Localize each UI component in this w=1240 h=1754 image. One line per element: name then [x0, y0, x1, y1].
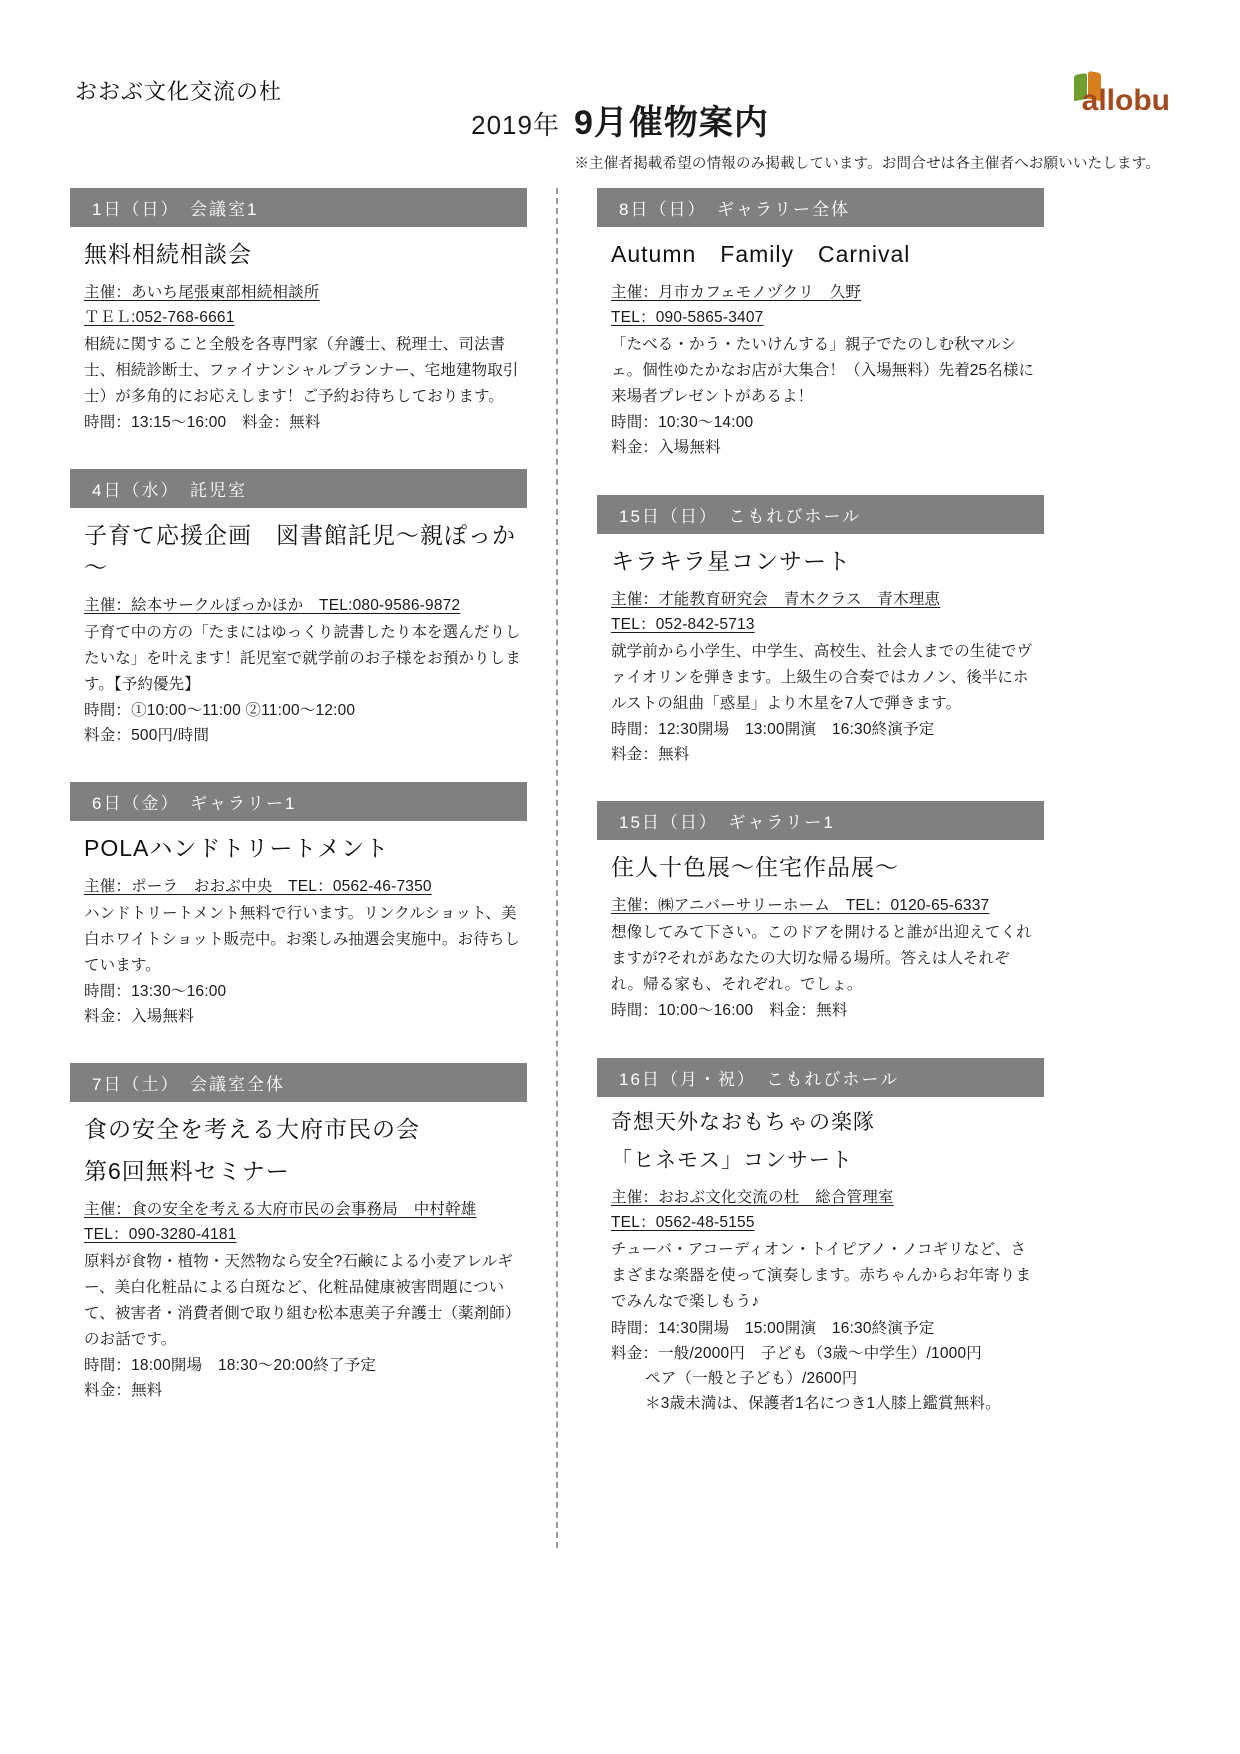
notice-text: ※主催者掲載希望の情報のみ掲載しています。お問合せは各主催者へお願いいたします。	[574, 156, 1160, 172]
event-description: 想像してみて下さい。このドアを開けると誰が出迎えてくれますが?それがあなたの大切な帰る場所。答えは人それぞれ。帰る家も、それぞれ。でしょ。	[611, 924, 1032, 994]
event-host: 主催：おおぶ文化交流の杜 総合管理室	[611, 1189, 894, 1207]
event-description: チューバ・アコーディオン・トイピアノ・ノコギリなど、さまざまな楽器を使って演奏します。赤ちゃんからお年寄りまでみんなで楽しもう♪	[611, 1241, 1031, 1311]
event-detail: 時間：14:30開場 15:00開演 16:30終演予定	[611, 1319, 935, 1337]
event-host: 主催：絵本サークルぽっかほか TEL:080-9586-9872	[84, 596, 461, 614]
event-title: 奇想天外なおもちゃの楽隊	[611, 1110, 875, 1134]
event-detail: 料金：入場無料	[611, 439, 721, 457]
event-header: 7日（土） 会議室全体	[70, 1063, 527, 1102]
event-header: 4日（水） 託児室	[70, 469, 527, 508]
event-price-note: ＊3歳未満は、保護者1名につき1人膝上鑑賞無料。	[645, 1394, 1001, 1412]
event-tel: TEL：052-842-5713	[611, 615, 755, 633]
event-title: 無料相続相談会	[84, 241, 252, 267]
event-item	[597, 495, 1044, 768]
left-column	[70, 188, 557, 1450]
event-title-second-line: 「ヒネモス」コンサート	[611, 1148, 853, 1172]
event-header: 6日（金） ギャラリー1	[70, 782, 527, 821]
event-host: 主催：あいち尾張東部相続相談所	[84, 284, 320, 302]
event-title-second-line: 第6回無料セミナー	[84, 1157, 290, 1184]
event-description: 「たべる・かう・たいけんする」親子でたのしむ秋マルシェ。個性ゆたかなお店が大集合！（入場無料）先着25名様に来場者プレゼントがあるよ！	[611, 336, 1035, 406]
events-columns	[70, 188, 1170, 1450]
event-tel: TEL：090-5865-3407	[611, 309, 764, 327]
event-detail: 料金：一般/2000円 子ども（3歳～中学生）/1000円	[611, 1344, 982, 1362]
event-description: 就学前から小学生、中学生、高校生、社会人までの生徒でヴァイオリンを弾きます。上級生の合奏ではカノン、後半にホルストの組曲「惑星」より木星を7人で弾きます。	[611, 642, 1033, 712]
event-item	[597, 188, 1044, 461]
event-detail: 料金：無料	[84, 1382, 163, 1399]
event-title: 住人十色展～住宅作品展～	[611, 854, 899, 881]
column-divider	[556, 188, 558, 1548]
event-description: 相続に関すること全般を各専門家（弁護士、税理士、司法書士、相続診断士、ファイナンシャルプランナー、宅地建物取引士）が多角的にお応えします！ご予約お待ちしております。	[84, 336, 519, 406]
event-tel: TEL：0562-48-5155	[611, 1214, 755, 1232]
page-title	[70, 95, 1170, 144]
event-detail: 料金：500円/時間	[84, 726, 210, 744]
event-description: ハンドトリートメント無料で行います。リンクルショット、美白ホワイトショット販売中。お楽しみ抽選会実施中。お待ちしています。	[84, 905, 521, 975]
event-detail: 時間：①10:00～11:00 ②11:00～12:00	[84, 701, 356, 719]
event-title: POLAハンドトリートメント	[84, 834, 390, 861]
event-detail: 時間：10:30～14:00	[611, 414, 754, 432]
event-tel: TEL：090-3280-4181	[84, 1225, 237, 1243]
event-detail: 時間：13:30～16:00	[84, 983, 227, 1001]
event-host: 主催：ポーラ おおぶ中央 TEL：0562-46-7350	[84, 878, 432, 896]
event-tel: ＴＥＬ:052-768-6661	[84, 309, 235, 327]
event-header: 15日（日） ギャラリー1	[597, 801, 1044, 840]
event-item	[597, 1058, 1044, 1416]
event-title: Autumn Family Carnival	[611, 241, 911, 267]
event-detail: 料金：入場無料	[84, 1008, 194, 1026]
event-price-extra: ペア（一般と子ども）/2600円	[645, 1369, 858, 1387]
event-detail: 時間：12:30開場 13:00開演 16:30終演予定	[611, 720, 935, 738]
event-item	[70, 469, 527, 748]
title-main: 9月催物案内	[573, 104, 769, 142]
event-description: 原料が食物・植物・天然物なら安全?石鹸による小麦アレルギー、美白化粧品による白斑など、化粧品健康被害問題について、被害者・消費者側で取り組む松本恵美子弁護士（薬剤師）のお話です。	[84, 1252, 521, 1348]
event-detail: 料金：無料	[611, 746, 690, 764]
allobu-logo	[1040, 68, 1170, 120]
event-header: 8日（日） ギャラリー全体	[597, 188, 1044, 227]
event-header: 1日（日） 会議室1	[70, 188, 527, 227]
event-header: 16日（月・祝） こもれびホール	[597, 1058, 1044, 1097]
event-host: 主催：㈱アニバーサリーホーム TEL：0120-65-6337	[611, 897, 990, 915]
page-header	[70, 60, 1170, 170]
organization-name: おおぶ文化交流の杜	[75, 79, 283, 104]
event-host: 主催：才能教育研究会 青木クラス 青木理恵	[611, 590, 941, 608]
event-item	[70, 782, 527, 1029]
logo-text: allobu	[1081, 84, 1170, 117]
right-column	[557, 188, 1044, 1450]
event-description: 子育て中の方の「たまにはゆっくり読書したり本を選んだりしたいな」を叶えます！託児室で就学前のお子様をお預かりします。【予約優先】	[84, 623, 521, 693]
event-item	[70, 1063, 527, 1403]
event-detail: 時間：10:00～16:00 料金：無料	[611, 1002, 848, 1020]
event-title: 食の安全を考える大府市民の会	[84, 1116, 420, 1143]
event-title: 子育て応援企画 図書館託児～親ぽっか～	[84, 522, 516, 580]
event-header: 15日（日） こもれびホール	[597, 495, 1044, 534]
event-item	[597, 801, 1044, 1023]
title-year: 2019年	[471, 110, 560, 140]
event-detail: 時間：13:15～16:00 料金：無料	[84, 414, 321, 432]
event-host: 主催：食の安全を考える大府市民の会事務局 中村幹雄	[84, 1200, 477, 1218]
event-detail: 時間：18:00開場 18:30～20:00終了予定	[84, 1356, 377, 1374]
event-title: キラキラ星コンサート	[611, 547, 851, 574]
event-host: 主催：月市カフェモノヅクリ 久野	[611, 284, 862, 302]
event-item	[70, 188, 527, 435]
